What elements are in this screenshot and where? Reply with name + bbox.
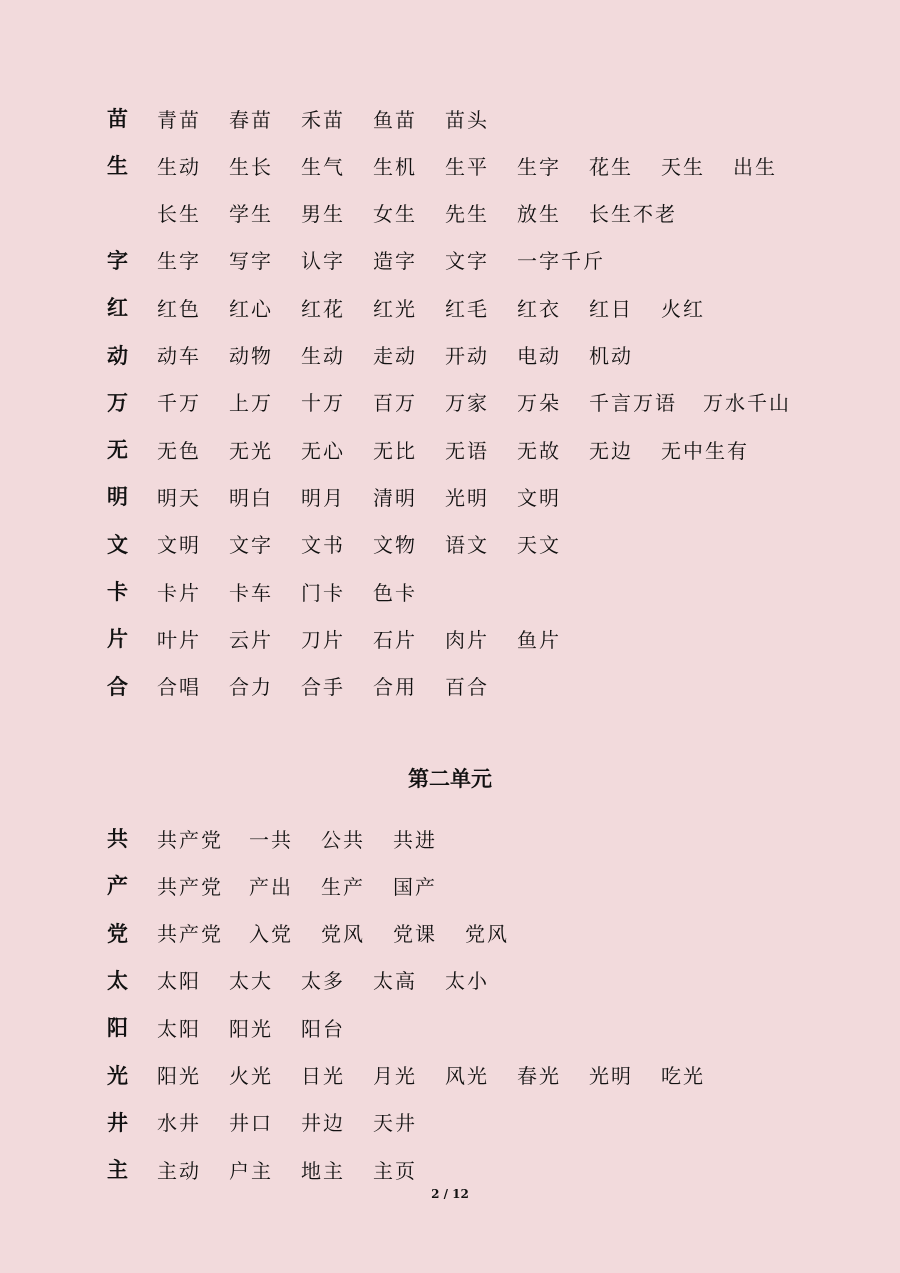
vocab-row	[107, 198, 703, 228]
vocab-word: 红衣	[517, 296, 561, 321]
vocab-row	[107, 823, 465, 853]
vocab-row	[107, 292, 733, 322]
vocab-character: 无	[107, 437, 128, 463]
vocab-word: 云片	[229, 627, 273, 652]
vocab-word-list	[157, 529, 589, 558]
vocab-word: 红毛	[445, 296, 489, 321]
vocab-word: 户主	[229, 1158, 273, 1183]
vocab-word: 太小	[445, 969, 489, 994]
vocab-word: 无心	[301, 438, 345, 463]
vocab-word: 文书	[301, 533, 345, 558]
vocab-word-list	[157, 918, 537, 947]
vocab-word: 阳台	[301, 1016, 345, 1041]
vocab-word: 红色	[157, 296, 201, 321]
vocab-word: 男生	[301, 202, 345, 227]
vocab-word: 出生	[733, 154, 777, 179]
vocab-word-list	[157, 1060, 733, 1089]
vocab-word: 明天	[157, 485, 201, 510]
vocab-word: 苗头	[445, 107, 489, 132]
vocab-word: 动车	[157, 344, 201, 368]
vocab-row	[107, 434, 775, 464]
vocab-word: 生平	[445, 154, 489, 179]
vocab-word: 火红	[661, 296, 705, 321]
vocab-row	[107, 103, 517, 133]
vocab-character: 万	[107, 389, 128, 415]
vocab-row	[107, 623, 589, 653]
vocab-word-list	[157, 624, 589, 653]
vocab-word: 入党	[249, 922, 293, 947]
vocab-word: 叶片	[157, 627, 201, 652]
vocab-word: 明月	[301, 485, 345, 510]
vocab-word: 无边	[589, 438, 633, 463]
vocab-character: 太	[107, 967, 128, 993]
vocab-word: 万朵	[517, 391, 561, 416]
vocab-word: 开动	[445, 344, 489, 368]
vocab-word: 日光	[301, 1064, 345, 1088]
vocab-word: 太阳	[157, 1016, 201, 1041]
vocab-word: 认字	[301, 249, 345, 274]
vocab-word: 女生	[373, 202, 417, 227]
vocab-character: 文	[107, 531, 128, 557]
vocab-row	[107, 1060, 733, 1090]
vocab-word: 合手	[301, 675, 345, 700]
unit2-title: 第二单元	[408, 766, 492, 791]
vocab-word: 鱼苗	[373, 107, 417, 132]
vocab-word: 文明	[517, 485, 561, 510]
vocab-word: 风光	[445, 1064, 489, 1088]
vocab-word: 青苗	[157, 107, 201, 132]
vocab-word: 共产党	[157, 874, 223, 899]
vocab-word: 生长	[229, 154, 273, 179]
vocab-word: 党风	[465, 922, 509, 947]
vocab-word: 共进	[393, 827, 437, 852]
vocab-word-list	[157, 151, 805, 180]
page-number: 2 / 12	[431, 1187, 469, 1201]
vocab-word: 刀片	[301, 627, 345, 652]
vocab-word: 地主	[301, 1158, 345, 1183]
vocab-word: 太阳	[157, 969, 201, 994]
vocab-character: 主	[107, 1157, 128, 1183]
vocab-word: 造字	[373, 249, 417, 274]
vocab-word: 卡片	[157, 580, 201, 605]
vocab-word: 产出	[249, 874, 293, 899]
vocab-word: 阳光	[157, 1064, 201, 1088]
vocab-word: 文明	[157, 533, 201, 558]
vocab-row	[107, 340, 661, 370]
vocab-row	[107, 245, 631, 275]
vocab-word: 生动	[157, 154, 201, 179]
vocab-word: 色卡	[373, 580, 417, 605]
vocab-character: 苗	[107, 106, 128, 131]
vocab-word: 门卡	[301, 580, 345, 605]
vocab-character: 卡	[107, 579, 128, 604]
vocab-word: 鱼片	[517, 627, 561, 652]
vocab-row	[107, 576, 445, 606]
vocab-word: 水井	[157, 1111, 201, 1136]
vocab-word: 学生	[229, 202, 273, 227]
vocab-word: 一字千斤	[517, 249, 605, 274]
vocab-word: 写字	[229, 249, 273, 274]
vocab-word: 文字	[445, 249, 489, 274]
vocab-word: 合用	[373, 675, 417, 700]
vocab-word: 合唱	[157, 675, 201, 700]
vocab-character: 明	[107, 484, 128, 510]
vocab-word-list	[157, 387, 817, 416]
vocab-word-list	[157, 671, 517, 700]
vocab-row	[107, 671, 517, 701]
vocab-word: 一共	[249, 827, 293, 852]
vocab-row	[107, 1012, 373, 1042]
vocab-character: 党	[107, 920, 128, 946]
vocab-word: 党课	[393, 922, 437, 947]
vocab-word: 红光	[373, 296, 417, 321]
vocab-word: 长生	[157, 202, 201, 227]
vocab-word: 走动	[373, 344, 417, 368]
vocab-word: 太大	[229, 969, 273, 994]
vocab-word: 千万	[157, 391, 201, 416]
vocab-word: 无色	[157, 438, 201, 463]
vocab-word: 明白	[229, 485, 273, 510]
vocab-word-list	[157, 104, 517, 133]
vocab-row	[107, 965, 517, 995]
vocab-character: 片	[107, 626, 128, 652]
vocab-row	[107, 481, 589, 511]
vocab-row	[107, 918, 537, 948]
vocab-word: 放生	[517, 202, 561, 227]
vocab-word: 语文	[445, 533, 489, 558]
vocab-word: 天生	[661, 154, 705, 179]
vocab-word: 无语	[445, 438, 489, 463]
vocab-word-list	[157, 1013, 373, 1042]
vocab-word: 无比	[373, 438, 417, 463]
vocab-word: 花生	[589, 154, 633, 179]
vocab-word: 井口	[229, 1111, 273, 1136]
vocab-word: 生产	[321, 874, 365, 899]
vocab-word: 红日	[589, 296, 633, 321]
vocab-character: 生	[107, 153, 128, 179]
vocab-row	[107, 1107, 445, 1137]
vocab-word: 红心	[229, 296, 273, 321]
vocab-row	[107, 529, 589, 559]
vocab-word-list	[157, 577, 445, 606]
vocab-character: 字	[107, 247, 128, 273]
vocab-word-list	[157, 293, 733, 322]
vocab-word: 月光	[373, 1064, 417, 1088]
vocab-word: 无故	[517, 438, 561, 463]
vocab-word: 合力	[229, 675, 273, 700]
vocab-word: 生气	[301, 154, 345, 179]
vocab-word: 光明	[589, 1064, 633, 1088]
vocab-word: 火光	[229, 1064, 273, 1088]
vocab-word: 共产党	[157, 922, 223, 947]
vocab-word: 文物	[373, 533, 417, 558]
vocab-character: 合	[107, 673, 128, 699]
vocab-character: 井	[107, 1109, 128, 1135]
vocab-character: 动	[107, 342, 128, 368]
vocab-word: 禾苗	[301, 107, 345, 132]
vocab-word: 生字	[517, 154, 561, 179]
vocab-word: 卡车	[229, 580, 273, 605]
vocab-word: 百合	[445, 675, 489, 700]
vocab-character: 产	[107, 873, 128, 899]
vocab-word: 光明	[445, 485, 489, 510]
vocab-word: 天文	[517, 533, 561, 558]
vocab-word: 清明	[373, 485, 417, 510]
vocab-word: 生动	[301, 344, 345, 368]
vocab-word: 国产	[393, 874, 437, 899]
vocab-word: 天井	[373, 1111, 417, 1136]
vocab-word: 主页	[373, 1158, 417, 1183]
vocab-word-list	[157, 482, 589, 511]
vocab-word: 主动	[157, 1158, 201, 1183]
vocab-word: 文字	[229, 533, 273, 558]
vocab-word: 石片	[373, 627, 417, 652]
vocab-character: 共	[107, 826, 128, 851]
vocab-word-list	[157, 245, 631, 274]
vocab-word: 千言万语	[589, 391, 677, 416]
vocab-word-list	[157, 965, 517, 994]
vocab-word: 百万	[373, 391, 417, 416]
vocab-row	[107, 387, 817, 417]
vocab-word: 万家	[445, 391, 489, 416]
vocab-character: 阳	[107, 1015, 128, 1041]
vocab-word: 机动	[589, 344, 633, 368]
vocab-word: 无中生有	[661, 438, 749, 463]
vocab-word: 先生	[445, 202, 489, 227]
vocab-word-list	[157, 824, 465, 853]
vocab-word: 生机	[373, 154, 417, 179]
vocab-word: 红花	[301, 296, 345, 321]
vocab-word: 春苗	[229, 107, 273, 132]
vocab-word: 无光	[229, 438, 273, 463]
vocab-word: 长生不老	[589, 202, 677, 227]
vocab-word: 生字	[157, 249, 201, 274]
vocab-word: 党风	[321, 922, 365, 947]
vocab-word: 十万	[301, 391, 345, 416]
vocab-word: 上万	[229, 391, 273, 416]
vocab-word: 井边	[301, 1111, 345, 1136]
vocab-word: 吃光	[661, 1064, 705, 1088]
vocab-word-list	[157, 198, 703, 227]
vocab-word-list	[157, 1107, 445, 1136]
vocab-row	[107, 1154, 445, 1184]
vocab-word: 公共	[321, 827, 365, 852]
vocab-word: 太高	[373, 969, 417, 994]
vocab-word: 太多	[301, 969, 345, 994]
vocab-word-list	[157, 340, 661, 369]
vocab-word: 万水千山	[703, 391, 791, 416]
vocab-word-list	[157, 871, 465, 900]
vocab-row	[107, 870, 465, 900]
vocab-character: 红	[107, 295, 128, 321]
vocab-word: 阳光	[229, 1016, 273, 1041]
vocab-word-list	[157, 435, 775, 464]
vocab-character: 光	[107, 1062, 128, 1088]
vocab-word-list	[157, 1155, 445, 1184]
vocab-word: 动物	[229, 344, 273, 368]
vocab-word: 肉片	[445, 627, 489, 652]
vocab-word: 春光	[517, 1064, 561, 1088]
vocab-word: 共产党	[157, 827, 223, 852]
vocab-row	[107, 150, 805, 180]
vocab-word: 电动	[517, 344, 561, 368]
